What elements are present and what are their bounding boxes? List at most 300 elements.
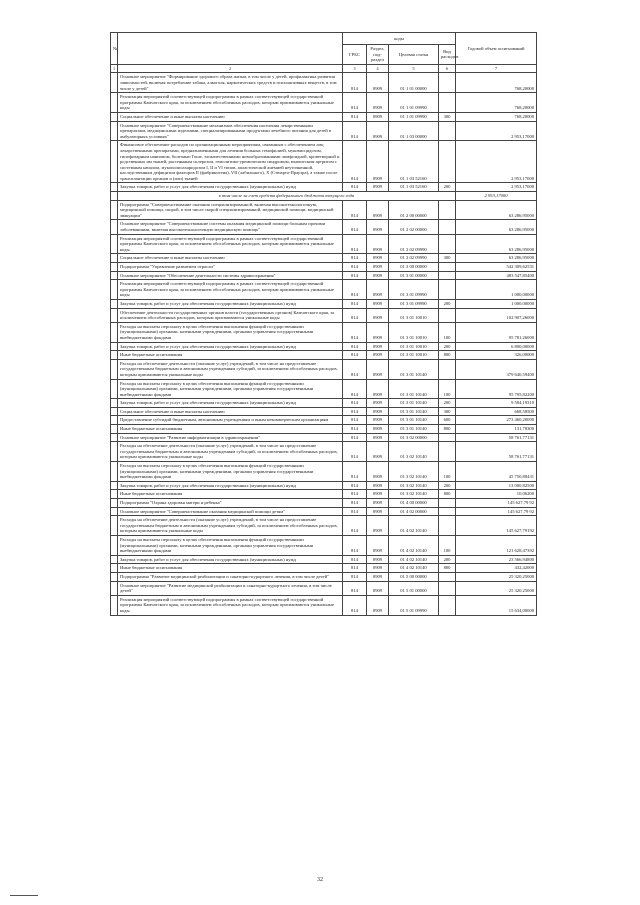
cell-section: 0909: [367, 359, 389, 379]
note-row: [111, 192, 537, 201]
cell-amount: 25 320,25000: [456, 572, 537, 581]
table-row: [111, 481, 537, 490]
cell-section: 0909: [367, 93, 389, 113]
cell-amount: 1 000,00000: [456, 299, 537, 308]
cell-number: [111, 564, 118, 573]
column-index: 4: [367, 64, 389, 73]
cell-exp-type: 800: [439, 564, 456, 573]
cell-target: 01 5 01 09990: [389, 595, 439, 615]
cell-section: 0909: [367, 308, 389, 322]
cell-grbs: 814: [343, 234, 367, 254]
table-row: [111, 299, 537, 308]
cell-exp-type: [439, 581, 456, 595]
cell-target: 01 2 02 09990: [389, 234, 439, 254]
cell-number: [111, 581, 118, 595]
cell-amount: 58 761,77131: [456, 442, 537, 462]
cell-amount: 273 460,20000: [456, 416, 537, 425]
cell-target: 01 3 01 09990: [389, 299, 439, 308]
cell-number: [111, 73, 118, 93]
cell-number: [111, 200, 118, 220]
cell-exp-type: [439, 433, 456, 442]
cell-target: 01 3 01 10140: [389, 425, 439, 434]
cell-section: 0909: [367, 183, 389, 192]
header-target: Целевая статья: [389, 45, 439, 65]
cell-amount: 483 547,85400: [456, 271, 537, 280]
cell-grbs: 814: [343, 379, 367, 399]
cell-grbs: 814: [343, 507, 367, 516]
cell-exp-type: 800: [439, 425, 456, 434]
cell-section: 0909: [367, 407, 389, 416]
cell-amount: 23 566,94800: [456, 555, 537, 564]
cell-exp-type: [439, 141, 456, 183]
table-row: [111, 490, 537, 499]
cell-name: Закупка товаров, работ и услуг для обеспечения государственных (муниципальных) нужд: [118, 183, 343, 192]
cell-section: 0909: [367, 280, 389, 300]
cell-number: [111, 516, 118, 536]
budget-table-page: [110, 32, 536, 616]
cell-name: Реализация мероприятий соответствующей подпрограммы в рамках соответствующей государственной программы Камчатского края, за исключением обособленных расходов, которым присваиваются уникальные коды: [118, 93, 343, 113]
cell-name: Реализация мероприятий соответствующей подпрограммы в рамках соответствующей государственной программы Камчатского края, за исключением обособленных расходов, которым присваиваются уникальные коды: [118, 234, 343, 254]
table-body: [111, 73, 537, 615]
table-row: [111, 462, 537, 482]
cell-grbs: 814: [343, 535, 367, 555]
table-header-row: [111, 33, 537, 45]
cell-target: 01 5 01 00000: [389, 581, 439, 595]
cell-section: 0909: [367, 299, 389, 308]
cell-grbs: 814: [343, 121, 367, 141]
cell-exp-type: [439, 220, 456, 234]
cell-name: Иные бюджетные ассигнования: [118, 425, 343, 434]
table-row: [111, 595, 537, 615]
cell-section: 0909: [367, 595, 389, 615]
cell-exp-type: [439, 359, 456, 379]
cell-section: 0909: [367, 564, 389, 573]
cell-target: 01 1 03 52160: [389, 183, 439, 192]
cell-grbs: 814: [343, 499, 367, 508]
cell-grbs: 814: [343, 351, 367, 360]
cell-name: Предоставление субсидий бюджетным, автономным учреждениям и иным некоммерческим организациям: [118, 416, 343, 425]
cell-amount: 58 761,77131: [456, 433, 537, 442]
cell-section: 0909: [367, 481, 389, 490]
cell-exp-type: [439, 234, 456, 254]
table-row: [111, 507, 537, 516]
cell-name: Закупка товаров, работ и услуг для обеспечения государственных (муниципальных) нужд: [118, 481, 343, 490]
cell-grbs: 814: [343, 73, 367, 93]
cell-amount: 9 584,19310: [456, 399, 537, 408]
cell-exp-type: [439, 271, 456, 280]
cell-amount: 432,42000: [456, 564, 537, 573]
cell-amount: 2 953,17000: [456, 121, 537, 141]
cell-number: [111, 308, 118, 322]
table-row: [111, 425, 537, 434]
cell-exp-type: 100: [439, 535, 456, 555]
cell-exp-type: 200: [439, 183, 456, 192]
cell-name: Расходы на обеспечение деятельности (оказание услуг) учреждений, в том числе на предоставление государственным бюджетным и автономным учреждениям субсидий, за исключением обособленных расходов, которым присваиваются уникальные коды: [118, 442, 343, 462]
cell-name: Закупка товаров, работ и услуг для обеспечения государственных (муниципальных) нужд: [118, 299, 343, 308]
header-grbs: ГРБС: [343, 45, 367, 65]
cell-name: Реализация мероприятий соответствующей подпрограммы в рамках соответствующей государственной программы Камчатского края, за исключением обособленных расходов, которым присваиваются уникальные коды: [118, 280, 343, 300]
cell-grbs: 814: [343, 407, 367, 416]
cell-name: Финансовое обеспечение расходов по организационным мероприятиям, связанным с обеспечением лиц лекарственными препаратами, предназначенными для лечения больных гемофилией, муковисцидозом, гипофизарным нанизмом, болезнью Гоше, злокачественными новообразованиями лимфоидной, кроветворной и родственных им тканей, рассеянным склерозом, гемолитико-уремическим синдромом, юношеским артритом с системным началом, мукополисахаридозом I, II и VI типов, апластической анемией неуточненной, наследственным дефицитом факторов II (фибриногена), VII (лабильного), X (Стюарта-Прауэра), а также после трансплантации органов и (или) тканей: [118, 141, 343, 183]
cell-name: Подпрограмма "Охрана здоровья матери и ребенка": [118, 499, 343, 508]
cell-exp-type: 800: [439, 490, 456, 499]
cell-amount: 768,20000: [456, 73, 537, 93]
cell-exp-type: [439, 499, 456, 508]
cell-grbs: 814: [343, 280, 367, 300]
cell-target: 01 2 02 00000: [389, 220, 439, 234]
cell-section: 0909: [367, 112, 389, 121]
cell-amount: 121 628,47392: [456, 535, 537, 555]
table-row: [111, 141, 537, 183]
cell-amount: 379 640,59400: [456, 359, 537, 379]
cell-grbs: 814: [343, 516, 367, 536]
cell-target: 01 4 02 00000: [389, 507, 439, 516]
cell-number: [111, 280, 118, 300]
cell-amount: 145 627,79192: [456, 516, 537, 536]
cell-number: [111, 595, 118, 615]
cell-exp-type: 200: [439, 481, 456, 490]
budget-table: [110, 32, 537, 616]
cell-number: [111, 254, 118, 263]
cell-section: 0909: [367, 555, 389, 564]
cell-exp-type: 100: [439, 379, 456, 399]
cell-target: 01 3 00 00000: [389, 263, 439, 272]
cell-number: [111, 322, 118, 342]
cell-section: 0909: [367, 425, 389, 434]
cell-number: [111, 416, 118, 425]
cell-grbs: 814: [343, 322, 367, 342]
cell-name: Обеспечение деятельности государственных органов власти (государственных органов) Камчатского края, за исключением обособленных расходов, которым присваиваются уникальные коды: [118, 308, 343, 322]
page-number: 32: [317, 877, 323, 883]
cell-name: Основное мероприятие "Совершенствование оказания медицинской помощи детям": [118, 507, 343, 516]
cell-section: 0909: [367, 462, 389, 482]
cell-section: 0909: [367, 342, 389, 351]
footer-rule: [10, 895, 38, 896]
cell-number: [111, 407, 118, 416]
cell-number: [111, 399, 118, 408]
column-index: 1: [111, 64, 118, 73]
cell-target: 01 3 01 10010: [389, 342, 439, 351]
cell-section: 0909: [367, 399, 389, 408]
cell-grbs: 814: [343, 433, 367, 442]
cell-target: 01 4 02 10140: [389, 535, 439, 555]
cell-target: 01 1 01 09990: [389, 112, 439, 121]
cell-amount: 145 627,79 92: [456, 507, 537, 516]
cell-target: 01 3 01 10140: [389, 407, 439, 416]
cell-exp-type: 200: [439, 555, 456, 564]
cell-grbs: 814: [343, 342, 367, 351]
cell-target: 01 1 01 09990: [389, 93, 439, 113]
cell-name: Иные бюджетные ассигнования: [118, 490, 343, 499]
cell-target: 01 3 01 10140: [389, 359, 439, 379]
cell-target: 01 4 02 10140: [389, 555, 439, 564]
cell-amount: 2 953,17000: [456, 192, 537, 201]
cell-name: Закупка товаров, работ и услуг для обеспечения государственных (муниципальных) нужд: [118, 342, 343, 351]
cell-target: 01 3 01 10010: [389, 351, 439, 360]
cell-name: Социальное обеспечение и иные выплаты населению: [118, 112, 343, 121]
table-row: [111, 535, 537, 555]
cell-amount: 1 000,00000: [456, 280, 537, 300]
cell-amount: 6 800,00000: [456, 342, 537, 351]
cell-grbs: 814: [343, 564, 367, 573]
cell-grbs: 814: [343, 141, 367, 183]
table-row: [111, 359, 537, 379]
cell-target: 01 4 02 10140: [389, 564, 439, 573]
cell-exp-type: [439, 308, 456, 322]
cell-amount: 768,20000: [456, 93, 537, 113]
cell-exp-type: [439, 280, 456, 300]
table-row: [111, 351, 537, 360]
cell-target: 01 5 00 00000: [389, 572, 439, 581]
header-codes: коды: [343, 33, 456, 45]
cell-section: 0909: [367, 499, 389, 508]
cell-amount: 145 627,79 92: [456, 499, 537, 508]
cell-target: 01 3 02 10140: [389, 481, 439, 490]
cell-name: Основное мероприятие "Развитие информатизации в здравоохранении": [118, 433, 343, 442]
cell-name: Расходы на выплаты персоналу в целях обеспечения выполнения функций государственными (муниципальными) органами, казенными учреждениями, органами управления государственными внебюджетными фондами: [118, 379, 343, 399]
cell-exp-type: [439, 507, 456, 516]
cell-amount: 95 795,82200: [456, 379, 537, 399]
cell-grbs: 814: [343, 481, 367, 490]
cell-section: 0909: [367, 507, 389, 516]
cell-grbs: 814: [343, 263, 367, 272]
table-row: [111, 416, 537, 425]
cell-number: [111, 555, 118, 564]
table-row: [111, 254, 537, 263]
cell-target: 01 3 01 10140: [389, 399, 439, 408]
cell-section: 0909: [367, 416, 389, 425]
cell-target: 01 4 00 00000: [389, 499, 439, 508]
table-row: [111, 112, 537, 121]
column-index: 5: [389, 64, 439, 73]
cell-grbs: 814: [343, 595, 367, 615]
cell-name: Подпрограмма "Управление развитием отрасли": [118, 263, 343, 272]
table-row: [111, 379, 537, 399]
cell-grbs: 814: [343, 271, 367, 280]
cell-target: 01 3 02 10140: [389, 442, 439, 462]
cell-grbs: 814: [343, 112, 367, 121]
cell-exp-type: 300: [439, 254, 456, 263]
cell-target: 01 3 02 00000: [389, 433, 439, 442]
cell-number: [111, 192, 118, 201]
cell-name: Подпрограмма "Развитие медицинской реабилитации и санаторно-курортного лечения, в том числе детей": [118, 572, 343, 581]
table-row: [111, 433, 537, 442]
header-amount: Годовой объем ассигнований: [456, 33, 537, 65]
cell-amount: 668,58500: [456, 407, 537, 416]
table-row: [111, 342, 537, 351]
cell-number: [111, 121, 118, 141]
cell-target: 01 3 01 10010: [389, 308, 439, 322]
cell-number: [111, 442, 118, 462]
cell-target: 01 3 02 10140: [389, 490, 439, 499]
cell-section: 0909: [367, 490, 389, 499]
cell-amount: 2 953,17000: [456, 141, 537, 183]
cell-grbs: 814: [343, 93, 367, 113]
cell-section: 0909: [367, 351, 389, 360]
cell-grbs: 814: [343, 490, 367, 499]
cell-amount: 63 286,95000: [456, 254, 537, 263]
cell-name: Расходы на выплаты персоналу в целях обеспечения выполнения функций государственными (муниципальными) органами, казенными учреждениями, органами управления государственными внебюджетными фондами: [118, 322, 343, 342]
cell-exp-type: [439, 442, 456, 462]
cell-grbs: 814: [343, 425, 367, 434]
cell-amount: 10,06200: [456, 490, 537, 499]
column-index: 7: [456, 64, 537, 73]
cell-exp-type: 100: [439, 462, 456, 482]
cell-section: 0909: [367, 220, 389, 234]
cell-exp-type: [439, 121, 456, 141]
cell-target: 01 1 03 52160: [389, 141, 439, 183]
cell-number: [111, 299, 118, 308]
cell-amount: 95 781,26000: [456, 322, 537, 342]
cell-target: 01 3 01 10010: [389, 322, 439, 342]
table-row: [111, 220, 537, 234]
cell-number: [111, 351, 118, 360]
cell-number: [111, 481, 118, 490]
cell-number: [111, 572, 118, 581]
cell-name: Основное мероприятие "Совершенствование механизмов обеспечения населения лекарственными препаратами, медицинскими изделиями, специализированными продуктами лечебного питания для детей в амбулаторных условиях": [118, 121, 343, 141]
cell-grbs: 814: [343, 442, 367, 462]
cell-section: 0909: [367, 254, 389, 263]
table-row: [111, 234, 537, 254]
cell-amount: 15 634,00000: [456, 595, 537, 615]
cell-amount: 326,00000: [456, 351, 537, 360]
cell-section: 0909: [367, 322, 389, 342]
table-row: [111, 263, 537, 272]
table-row: [111, 564, 537, 573]
cell-grbs: 814: [343, 359, 367, 379]
table-row: [111, 407, 537, 416]
cell-exp-type: 800: [439, 351, 456, 360]
cell-number: [111, 535, 118, 555]
cell-amount: 542 309,62531: [456, 263, 537, 272]
cell-grbs: 814: [343, 555, 367, 564]
cell-target: 01 3 02 10140: [389, 462, 439, 482]
cell-target: 01 3 01 00000: [389, 271, 439, 280]
cell-target: 01 3 01 10140: [389, 416, 439, 425]
cell-grbs: 814: [343, 462, 367, 482]
cell-section: 0909: [367, 433, 389, 442]
table-row: [111, 322, 537, 342]
cell-number: [111, 263, 118, 272]
cell-grbs: 814: [343, 308, 367, 322]
cell-name: Расходы на обеспечение деятельности (оказание услуг) учреждений, в том числе на предоставление государственным бюджетным и автономным учреждениям субсидий, за исключением обособленных расходов, которым присваиваются уникальные коды: [118, 359, 343, 379]
cell-section: 0909: [367, 581, 389, 595]
cell-amount: 63 286,95000: [456, 200, 537, 220]
cell-section: 0909: [367, 516, 389, 536]
cell-number: [111, 141, 118, 183]
column-index: 2: [118, 64, 343, 73]
cell-exp-type: [439, 200, 456, 220]
table-row: [111, 516, 537, 536]
cell-exp-type: 200: [439, 299, 456, 308]
cell-number: [111, 234, 118, 254]
cell-note: в том числе за счет средств федерального бюджета текущего года: [118, 192, 456, 201]
table-row: [111, 572, 537, 581]
table-row: [111, 93, 537, 113]
table-row: [111, 280, 537, 300]
cell-name: Основное мероприятие "Формирование здорового образа жизни, в том числе у детей, профилактика развития зависимостей, включая потребление табака, алкоголя, наркотических средств и психоактивных веществ, в том числе у детей": [118, 73, 343, 93]
cell-section: 0909: [367, 442, 389, 462]
cell-exp-type: 300: [439, 407, 456, 416]
cell-exp-type: [439, 93, 456, 113]
cell-name: Закупка товаров, работ и услуг для обеспечения государственных (муниципальных) нужд: [118, 555, 343, 564]
cell-grbs: 814: [343, 581, 367, 595]
cell-name: Реализация мероприятий соответствующей подпрограммы в рамках соответствующей государственной программы Камчатского края, за исключением обособленных расходов, которым присваиваются уникальные коды: [118, 595, 343, 615]
cell-amount: 25 320,25000: [456, 581, 537, 595]
cell-target: 01 4 02 10140: [389, 516, 439, 536]
cell-grbs: 814: [343, 200, 367, 220]
cell-section: 0909: [367, 271, 389, 280]
cell-number: [111, 359, 118, 379]
cell-name: Основное мероприятие "Обеспечение деятельности системы здравоохранения": [118, 271, 343, 280]
cell-name: Подпрограмма "Совершенствование оказания специализированной, включая высокотехнологичную, медицинской помощи, скорой, в том числе скорой специализированной, медицинской помощи, медицинской эвакуации": [118, 200, 343, 220]
header-number: №: [111, 33, 118, 65]
cell-name: Расходы на выплаты персоналу в целях обеспечения выполнения функций государственными (муниципальными) органами, казенными учреждениями, органами управления государственными внебюджетными фондами: [118, 535, 343, 555]
cell-exp-type: [439, 516, 456, 536]
cell-amount: 63 286,95000: [456, 220, 537, 234]
cell-section: 0909: [367, 200, 389, 220]
cell-number: [111, 499, 118, 508]
header-exp-type: Вид расходов: [439, 45, 456, 65]
table-row: [111, 200, 537, 220]
cell-name: Социальное обеспечение и иные выплаты населению: [118, 407, 343, 416]
table-row: [111, 121, 537, 141]
cell-name: Иные бюджетные ассигнования: [118, 564, 343, 573]
cell-exp-type: 600: [439, 416, 456, 425]
cell-target: 01 3 01 10140: [389, 379, 439, 399]
header-name: [118, 33, 343, 65]
cell-number: [111, 462, 118, 482]
cell-number: [111, 271, 118, 280]
cell-number: [111, 379, 118, 399]
table-row: [111, 73, 537, 93]
cell-target: 01 2 02 09990: [389, 254, 439, 263]
cell-name: Социальное обеспечение и иные выплаты населению: [118, 254, 343, 263]
column-index-row: [111, 64, 537, 73]
table-row: [111, 399, 537, 408]
cell-target: 01 1 03 00000: [389, 121, 439, 141]
table-row: [111, 442, 537, 462]
cell-number: [111, 112, 118, 121]
cell-section: 0909: [367, 535, 389, 555]
cell-grbs: 814: [343, 399, 367, 408]
cell-grbs: 814: [343, 183, 367, 192]
cell-name: Расходы на выплаты персоналу в целях обеспечения выполнения функций государственными (муниципальными) органами, казенными учреждениями, органами управления государственными внебюджетными фондами: [118, 462, 343, 482]
cell-grbs: 814: [343, 220, 367, 234]
cell-section: 0909: [367, 572, 389, 581]
table-row: [111, 499, 537, 508]
cell-number: [111, 433, 118, 442]
cell-section: 0909: [367, 121, 389, 141]
cell-amount: 63 286,95000: [456, 234, 537, 254]
cell-number: [111, 507, 118, 516]
cell-exp-type: [439, 73, 456, 93]
cell-grbs: 814: [343, 416, 367, 425]
table-row: [111, 581, 537, 595]
cell-name: Расходы на обеспечение деятельности (оказание услуг) учреждений, в том числе на предоставление государственным бюджетным и автономным учреждениям субсидий, за исключением обособленных расходов, которым присваиваются уникальные коды: [118, 516, 343, 536]
cell-exp-type: [439, 572, 456, 581]
cell-section: 0909: [367, 263, 389, 272]
table-row: [111, 308, 537, 322]
cell-target: 01 3 01 09990: [389, 280, 439, 300]
cell-number: [111, 220, 118, 234]
cell-amount: 45 750,88431: [456, 462, 537, 482]
cell-number: [111, 490, 118, 499]
cell-name: Основное мероприятие "Развитие медицинской реабилитации и санаторно-курортного лечения, в том числе детей": [118, 581, 343, 595]
cell-grbs: 814: [343, 572, 367, 581]
cell-exp-type: [439, 263, 456, 272]
cell-section: 0909: [367, 234, 389, 254]
